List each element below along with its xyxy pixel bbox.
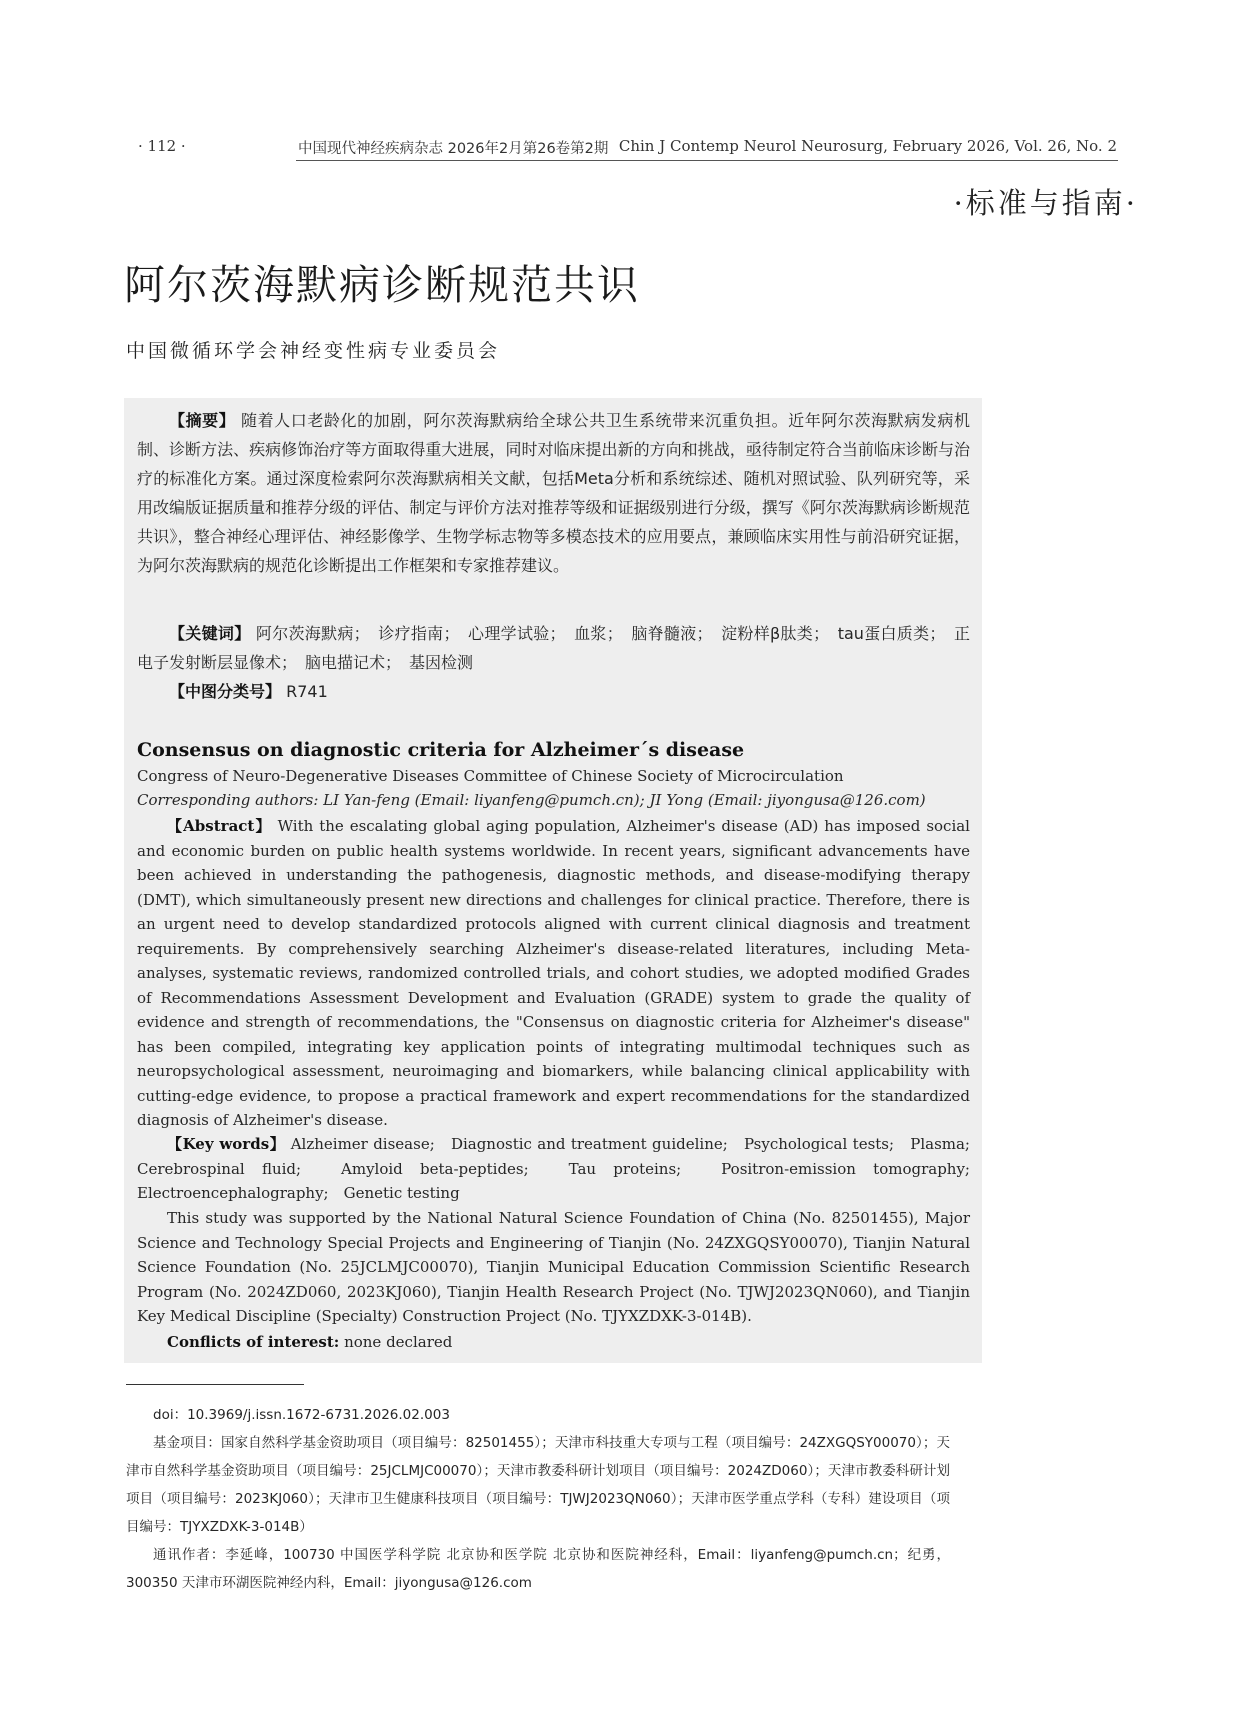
english-organization: Congress of Neuro-Degenerative Diseases Committee of Chinese Society of Microcirculation — [137, 767, 844, 785]
footnote-correspondence: 通讯作者：李延峰，100730 中国医学科学院 北京协和医学院 北京协和医院神经科，Email：liyanfeng@pumch.cn；纪勇，300350 天津市环湖医院神经内科，Email：jiyongusa@126.com — [126, 1547, 950, 1591]
author-organization: 中国微循环学会神经变性病专业委员会 — [126, 340, 501, 362]
footnote-doi: doi：10.3969/j.issn.1672-6731.2026.02.003 — [153, 1407, 450, 1423]
english-title: Consensus on diagnostic criteria for Alzheimer´s disease — [137, 739, 745, 761]
conflicts-of-interest — [137, 1330, 970, 1355]
footnote-rule — [126, 1384, 304, 1385]
keywords-cn-text: 阿尔茨海默病； 诊疗指南； 心理学试验； 血浆； 脑脊髓液； 淀粉样β肽类； tau蛋白质类； 正电子发射断层显像术； 脑电描记术； 基因检测 — [137, 624, 970, 672]
keywords-en-text: Alzheimer disease; Diagnostic and treatment guideline; Psychological tests; Plasma; Cerebrospinal fluid; Amyloid beta-peptides; Tau proteins; Positron-emission tomography; Electroencephalography; Genetic testing — [137, 1135, 986, 1202]
header-rule — [296, 160, 1118, 161]
journal-name-cn: 中国现代神经疾病杂志 2026年2月第26卷第2期 — [298, 141, 609, 157]
corresponding-authors: Corresponding authors: LI Yan-feng (Email: liyanfeng@pumch.cn); JI Yong (Email: jiyongusa@126.com) — [137, 791, 926, 809]
section-label: ·标准与指南· — [953, 186, 1138, 220]
keywords-en — [137, 1132, 986, 1206]
abstract-cn-label: 【摘要】 — [169, 411, 236, 430]
clc-value: R741 — [286, 682, 328, 701]
footnote-funding: 基金项目：国家自然科学基金资助项目（项目编号：82501455）；天津市科技重大专项与工程（项目编号：24ZXGQSY00070）；天津市自然科学基金资助项目（项目编号：25JCLMJC00070）；天津市教委科研计划项目（项目编号：2024ZD060）；天津市教委科研计划项目（项目编号：2023KJ060）；天津市卫生健康科技项目（项目编号：TJWJ2023QN060）；天津市医学重点学科（专科）建设项目（项目编号：TJYXZDXK-3-014B） — [126, 1435, 950, 1535]
abstract-cn-text: 随着人口老龄化的加剧，阿尔茨海默病给全球公共卫生系统带来沉重负担。近年阿尔茨海默病发病机制、诊断方法、疾病修饰治疗等方面取得重大进展，同时对临床提出新的方向和挑战，亟待制定符合当前临床诊断与治疗的标准化方案。通过深度检索阿尔茨海默病相关文献，包括Meta分析和系统综述、随机对照试验、队列研究等，采用改编版证据质量和推荐分级的评估、制定与评价方法对推荐等级和证据级别进行分级，撰写《阿尔茨海默病诊断规范共识》，整合神经心理评估、神经影像学、生物学标志物等多模态技术的应用要点，兼顾临床实用性与前沿研究证据，为阿尔茨海默病的规范化诊断提出工作框架和专家推荐建议。 — [137, 411, 970, 575]
abstract-en-label: 【Abstract】 — [167, 817, 272, 835]
abstract-en — [137, 814, 970, 1133]
clc-number — [137, 677, 970, 706]
journal-name-en: Chin J Contemp Neurol Neurosurg, February 2026, Vol. 26, No. 2 — [618, 137, 1117, 155]
keywords-cn-label: 【关键词】 — [169, 624, 251, 643]
page-number: · 112 · — [138, 137, 186, 155]
keywords-en-label: 【Key words】 — [167, 1135, 286, 1153]
clc-label: 【中图分类号】 — [169, 682, 282, 701]
conflicts-label: Conflicts of interest: — [167, 1333, 340, 1351]
keywords-cn — [137, 619, 970, 677]
funding-en: This study was supported by the National Natural Science Foundation of China (No. 82501455), Major Science and Technology Special Projects and Engineering of Tianjin (No. 24ZXGQSY00070), Tianjin Natural Science Foundation (No. 25JCLMJC00070), Tianjin Municipal Education Commission Scientific Research Program (No. 2024ZD060, 2023KJ060), Tianjin Health Research Project (No. TJWJ2023QN060), and Tianjin Key Medical Discipline (Specialty) Construction Project (No. TJYXZDXK-3-014B). — [137, 1209, 970, 1325]
abstract-cn — [137, 406, 970, 580]
abstract-en-text: With the escalating global aging population, Alzheimer's disease (AD) has imposed social and economic burden on public health systems worldwide. In recent years, significant advancements have been achieved in understanding the pathogenesis, diagnostic methods, and disease-modifying therapy (DMT), which simultaneously present new directions and challenges for clinical practice. Therefore, there is an urgent need to develop standardized protocols aligned with current clinical diagnosis and treatment requirements. By comprehensively searching Alzheimer's disease-related literatures, including Meta-analyses, systematic reviews, randomized controlled trials, and cohort studies, we adopted modified Grades of Recommendations Assessment Development and Evaluation (GRADE) system to grade the quality of evidence and strength of recommendations, the "Consensus on diagnostic criteria for Alzheimer's disease" has been compiled, integrating key application points of integrating multimodal techniques such as neuropsychological assessment, neuroimaging and biomarkers, while balancing clinical applicability with cutting-edge evidence, to propose a practical framework and expert recommendations for the standardized diagnosis of Alzheimer's disease. — [137, 817, 970, 1129]
conflicts-text: none declared — [344, 1333, 453, 1351]
article-title: 阿尔茨海默病诊断规范共识 — [124, 261, 640, 309]
